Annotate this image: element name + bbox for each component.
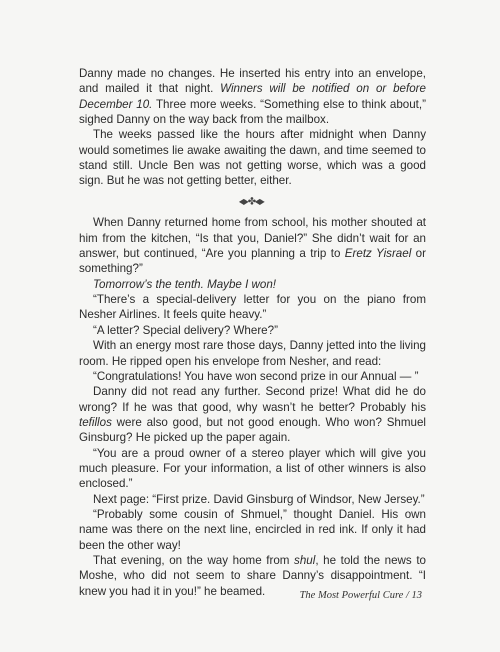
paragraph: “Probably some cousin of Shmuel,” thought Daniel. His own name was there on the next line, encircled in red ink. If only it had been the other way! [79,507,426,552]
italic-text: shul [294,553,316,567]
italic-text: Eretz Yisrael [344,247,412,261]
text-run: , he told the news to Moshe, who did not seem to share Danny’s disappointment. “I knew you had it in you!” he beamed. [79,553,426,598]
text-run: That evening, on the way home from [93,553,295,567]
running-footer [300,590,422,601]
diamond-icon: ◆ [238,196,250,206]
paragraph: “There’s a special-delivery letter for you on the piano from Nesher Airlines. It feels quite heavy.” [79,293,426,322]
text-run: were also good, but not good enough. Who won? Shmuel Ginsburg? He picked up the paper again. [79,415,426,445]
paragraph: “You are a proud owner of a stereo player which will give you much pleasure. For your information, a list of other winners is also enclosed.” [79,446,426,491]
text-run: Danny made no changes. He inserted his entry into an envelope, and mailed it that night. [79,67,426,96]
text-run: When Danny returned home from school, his mother shouted at him from the kitchen, “Is that you, Daniel?” She didn’t wait for an answer, but continued, “Are you planning a trip to [79,216,426,261]
section-break-ornament: ◆✤◆ [79,194,426,210]
paragraph [79,66,426,127]
text-run: Danny did not read any further. Second prize! What did he do wrong? If he was that good, why wasn’t he better? Probably his [79,385,426,414]
italic-text: tefillos [79,415,112,429]
paragraph [79,215,426,276]
paragraph: The weeks passed like the hours after midnight when Danny would sometimes lie awake awaiting the dawn, and time seemed to stand still. Uncle Ben was not getting worse, which was a good sign. But he was not getting better, either. [79,128,426,188]
paragraph [79,384,426,445]
paragraph [79,277,426,292]
paragraph: “A letter? Special delivery? Where?” [93,323,278,337]
text-run: Three more weeks. “Something else to think about,” sighed Danny on the way back from the mailbox. [79,97,426,127]
book-title: The Most Powerful Cure [299,590,404,601]
diamond-icon: ◆ [255,196,267,206]
italic-text: Tomorrow’s the tenth. Maybe I won! [93,277,277,291]
italic-text: Winners will be notified on or before December 10. [79,82,426,111]
paragraph: Next page: “First prize. David Ginsburg of Windsor, New Jersey.” [93,492,425,506]
body-text [79,66,426,599]
page-number: / 13 [405,590,422,601]
paragraph: With an energy most rare those days, Danny jetted into the living room. He ripped open his envelope from Nesher, and read: [79,339,426,368]
text-run: or something?” [79,247,426,276]
paragraph: “Congratulations! You have won second prize in our Annual — ” [93,369,419,383]
